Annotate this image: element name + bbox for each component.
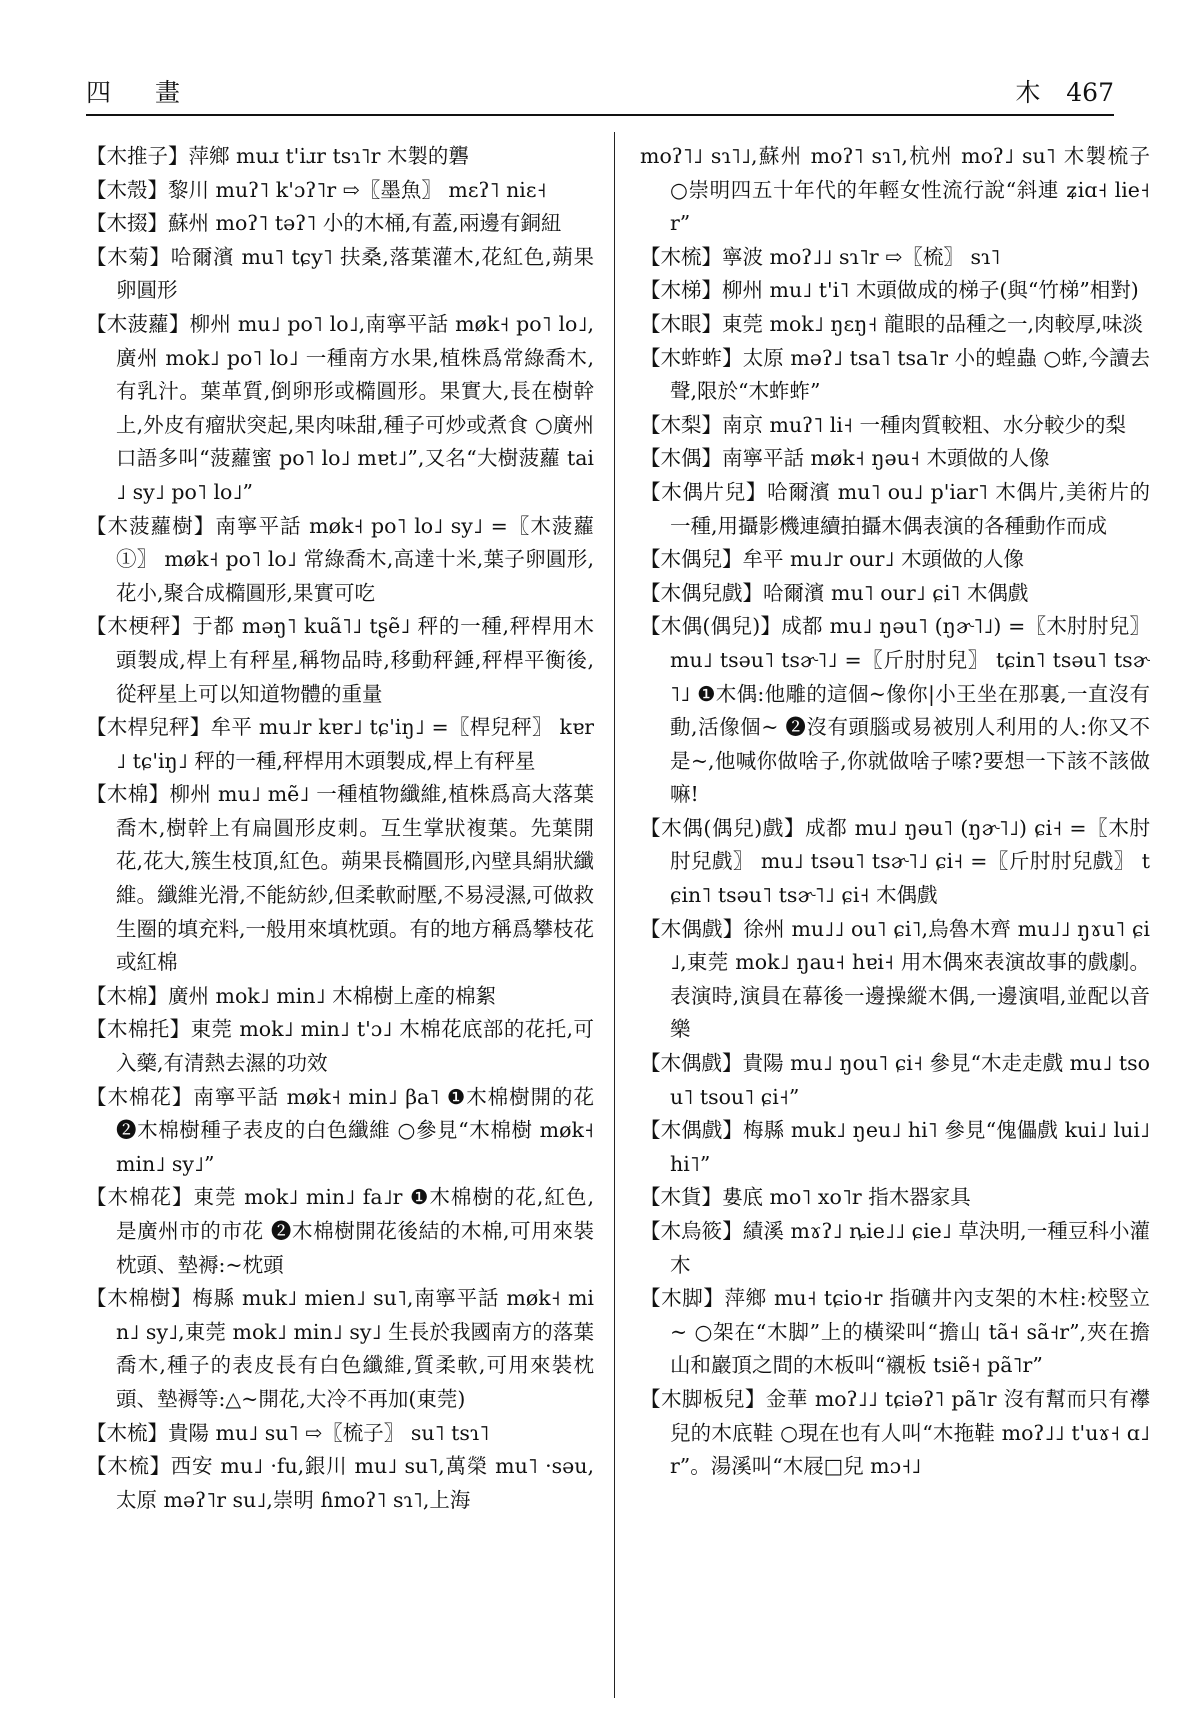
radical-label: 木 [1015,78,1041,107]
dictionary-entry: 【木棉】廣州 mok˩ min˩ 木棉樹上產的棉絮 [86,983,497,1008]
running-head [1015,73,1114,109]
dictionary-entry: 【木桿兒秤】牟平 mu˩r kɐr˩ tɕ'iŋ˩ =〖桿兒秤〗 kɐr˩ tɕ'iŋ˩ 秤的一種,秤桿用木頭製成,桿上有秤星 [86,715,594,773]
dictionary-entry: 【木脚】萍鄉 mu˧ tɕio˧r 指礦井內支架的木柱:校竪立~ ○架在“木脚”上的橫梁叫“擔山 tã˧ sã˧r”,夾在擔山和巖頂之間的木板叫“襯板 tsiẽ˧ pã˥r” [640,1286,1150,1378]
left-column [86,140,594,1704]
dictionary-entry: moʔ˥˩ sɿ˥˩,蘇州 moʔ˥ sɿ˥,杭州 moʔ˩ su˥ 木製梳子 ○崇明四五十年代的年輕女性流行說“斜連 ʑiɑ˧ lie˧r” [640,144,1150,236]
dictionary-entry: 【木梳】貴陽 mu˩ su˥ ⇨〖梳子〗 su˥ tsɿ˥ [86,1420,490,1445]
dictionary-entry: 【木棉托】東莞 mok˩ min˩ t'ɔ˩ 木棉花底部的花托,可入藥,有清熱去濕的功效 [86,1017,594,1076]
dictionary-entry: 【木菠蘿樹】南寧平話 møk˧ po˥ lo˩ sy˩ =〖木菠蘿①〗 møk˧ po˥ lo˩ 常綠喬木,高達十米,葉子卵圓形,花小,聚合成橢圓形,果實可吃 [86,513,594,605]
dictionary-entry: 【木棉花】東莞 mok˩ min˩ fa˩r ❶木棉樹的花,紅色,是廣州市的市花 ❷木棉樹開花後結的木棉,可用來裝枕頭、墊褥:~枕頭 [86,1185,594,1277]
dictionary-entry: 【木梳】西安 mu˩ ·fu,銀川 mu˩ su˥,萬榮 mu˥ ·səu,太原 məʔ˥r su˩,崇明 ɦmoʔ˥ sɿ˥,上海 [86,1454,594,1512]
dictionary-entry: 【木偶戲】徐州 mu˩˩ ou˥ ɕi˥,烏魯木齊 mu˩˩ ŋɤu˥ ɕi˩,東莞 mok˩ ŋau˧ hɐi˧ 用木偶來表演故事的戲劇。表演時,演員在幕後一邊操縱木偶,一邊演唱,並配以音樂 [640,916,1150,1042]
dictionary-entry: 【木偶戲】貴陽 mu˩ ŋou˥ ɕi˧ 參見“木走走戲 mu˩ tsou˥ tsou˥ ɕi˧” [640,1051,1150,1109]
dictionary-entry: 【木梯】柳州 mu˩ t'i˥ 木頭做成的梯子(與“竹梯”相對) [640,278,1139,303]
dictionary-entry: 【木殼】黎川 muʔ˥ k'ɔʔ˥r ⇨〖墨魚〗 mɛʔ˥ niɛ˧ [86,177,547,202]
dictionary-entry: 【木眼】東莞 mok˩ ŋɛŋ˧ 龍眼的品種之一,肉較厚,味淡 [640,311,1144,336]
dictionary-entry: 【木梨】南京 muʔ˥ li˧ 一種肉質較粗、水分較少的梨 [640,412,1127,437]
dictionary-entry: 【木偶兒戲】哈爾濱 mu˥ our˩ ɕi˥ 木偶戲 [640,580,1029,605]
column-divider [614,132,615,1698]
dictionary-entry: 【木偶(偶兒)戲】成都 mu˩ ŋəu˥ (ŋɚ˥˩) ɕi˧ =〖木肘肘兒戲〗 mu˩ tsəu˥ tsɚ˥˩ ɕi˧ =〖斤肘肘兒戲〗 tɕin˥ tsəu˥ tsɚ˥˩ ɕi˧ 木偶戲 [640,815,1150,908]
dictionary-entry: 【木蚱蚱】太原 məʔ˩ tsa˥ tsa˥r 小的蝗蟲 ○蚱,今讀去聲,限於“木蚱蚱” [640,345,1150,404]
dictionary-entry: 【木掇】蘇州 moʔ˥ təʔ˥ 小的木桶,有蓋,兩邊有銅紐 [86,211,562,236]
dictionary-entry: 【木推子】萍鄉 muɹ t'iɹr tsɿ˥r 木製的礱 [86,144,469,168]
dictionary-entry: 【木菊】哈爾濱 mu˥ tɕy˥ 扶桑,落葉灌木,花紅色,蒴果卵圓形 [86,244,594,303]
dictionary-entry: 【木貨】婁底 mo˥ xo˥r 指木器家具 [640,1185,971,1210]
dictionary-entry: 【木偶】南寧平話 møk˧ ŋəu˧ 木頭做的人像 [640,446,1050,471]
section-title: 四 畫 [86,78,198,107]
right-column [640,140,1150,1704]
dictionary-entry: 【木偶片兒】哈爾濱 mu˥ ou˩ p'iar˥ 木偶片,美術片的一種,用攝影機連續拍攝木偶表演的各種動作而成 [640,479,1150,538]
dictionary-entry: 【木偶兒】牟平 mu˩r our˩ 木頭做的人像 [640,547,1025,572]
dictionary-entry: 【木梳】寧波 moʔ˩˩ sɿ˥r ⇨〖梳〗 sɿ˥ [640,244,1001,269]
dictionary-entry: 【木梗秤】于都 məŋ˥ kuã˥˩ tʂẽ˩ 秤的一種,秤桿用木頭製成,桿上有秤星,稱物品時,移動秤錘,秤桿平衡後,從秤星上可以知道物體的重量 [86,614,594,706]
page-header [86,70,1114,112]
dictionary-entry: 【木脚板兒】金華 moʔ˩˩ tɕiəʔ˥ pã˥r 沒有幫而只有襻兒的木底鞋 ○現在也有人叫“木拖鞋 moʔ˩˩ t'uɤ˧ ɑ˩r”。湯溪叫“木屐□兒 mɔ˧˩ [640,1386,1150,1479]
dictionary-entry: 【木偶(偶兒)】成都 mu˩ ŋəu˥ (ŋɚ˥˩) =〖木肘肘兒〗 mu˩ tsəu˥ tsɚ˥˩ =〖斤肘肘兒〗 tɕin˥ tsəu˥ tsɚ˥˩ ❶木偶:他雕的這個~像你|小王坐在那裏,一直沒有動,活像個~ ❷沒有頭腦或易被別人利用的人:你又不是~,他喊你做啥子,你就做啥子嗦?要想一下該不該做嘛! [640,614,1150,807]
header-rule [86,114,1114,116]
dictionary-entry: 【木棉】柳州 mu˩ mẽ˩ 一種植物纖維,植株爲高大落葉喬木,樹幹上有扁圓形皮刺。互生掌狀複葉。先葉開花,花大,簇生枝頂,紅色。蒴果長橢圓形,內壁具絹狀纖維。纖維光滑,不能紡紗,但柔軟耐壓,不易浸濕,可做救生圈的填充料,一般用來填枕頭。有的地方稱爲攀枝花或紅棉 [86,782,594,975]
dictionary-entry: 【木菠蘿】柳州 mu˩ po˥ lo˩,南寧平話 møk˧ po˥ lo˩,廣州 mok˩ po˥ lo˩ 一種南方水果,植株爲常綠喬木,有乳汁。葉革質,倒卵形或橢圓形。果實大,長在樹幹上,外皮有瘤狀突起,果肉味甜,種子可炒或煮食 ○廣州口語多叫“菠蘿蜜 po˥ lo˩ mɐt˩”,又名“大樹菠蘿 tai˩ sy˩ po˥ lo˩” [86,311,594,504]
page-number: 467 [1066,78,1114,107]
dictionary-entry: 【木棉花】南寧平話 møk˧ min˩ βa˥ ❶木棉樹開的花 ❷木棉樹種子表皮的白色纖維 ○參見“木棉樹 møk˧ min˩ sy˩” [86,1084,594,1176]
dictionary-entry: 【木烏筱】績溪 mɤʔ˩ ȵie˩˩ ɕie˩ 草決明,一種豆科小灌木 [640,1219,1150,1277]
dictionary-entry: 【木偶戲】梅縣 muk˩ ŋeu˩ hi˥ 參見“傀儡戲 kui˩ lui˩ hi˥” [640,1118,1150,1176]
dictionary-entry: 【木棉樹】梅縣 muk˩ mien˩ su˥,南寧平話 møk˧ min˩ sy˩,東莞 mok˩ min˩ sy˩ 生長於我國南方的落葉喬木,種子的表皮長有白色纖維,質柔軟,可用來裝枕頭、墊褥等:△~開花,大冷不再加(東莞) [86,1286,594,1411]
